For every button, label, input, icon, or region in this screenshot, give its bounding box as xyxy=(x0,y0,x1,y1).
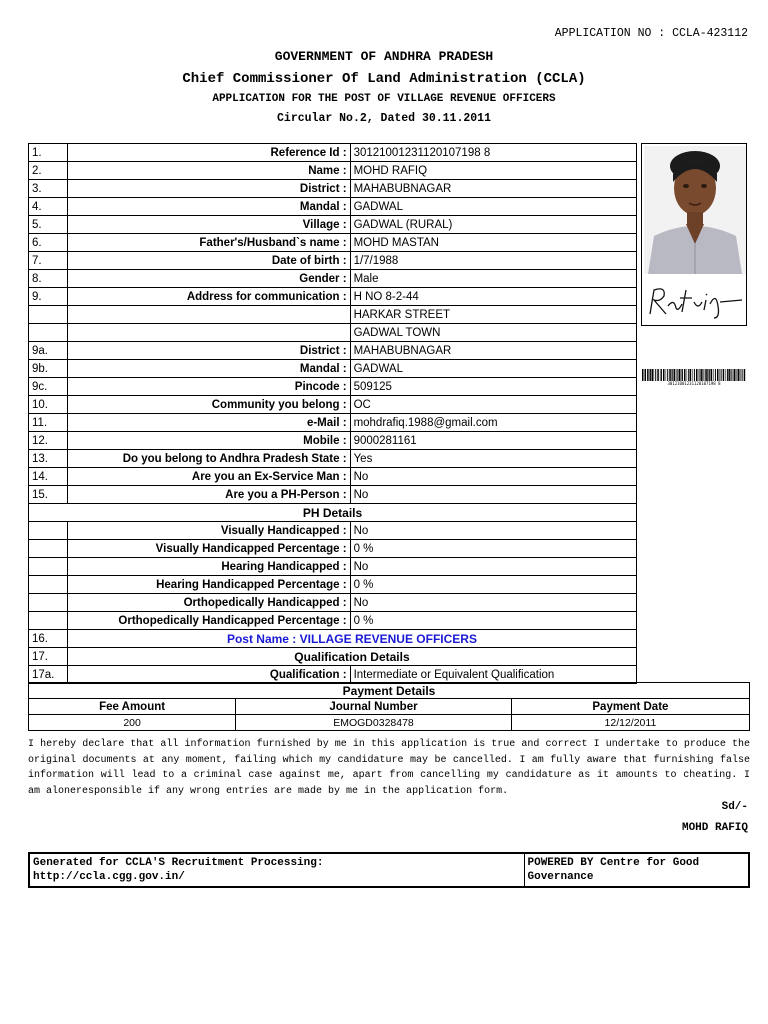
field-label: Village : xyxy=(67,216,350,234)
barcode-bar xyxy=(740,369,741,381)
barcode-bar xyxy=(663,369,665,381)
payment-details-title: Payment Details xyxy=(29,683,750,699)
row-number: 17. xyxy=(29,648,68,666)
barcode-bar xyxy=(721,369,722,381)
footer-generated-for xyxy=(29,853,524,887)
field-label: Date of birth : xyxy=(67,252,350,270)
barcode-bar xyxy=(703,369,704,381)
row-number xyxy=(29,594,68,612)
footer-powered-by xyxy=(524,853,749,887)
field-label: Pincode : xyxy=(67,378,350,396)
field-label: Reference Id : xyxy=(67,144,350,162)
table-row xyxy=(29,450,637,468)
row-number: 9. xyxy=(29,288,68,306)
table-row xyxy=(29,144,637,162)
table-row xyxy=(29,162,637,180)
field-value: 1/7/1988 xyxy=(350,252,636,270)
barcode-bar xyxy=(655,369,656,381)
barcode-bar xyxy=(666,369,667,381)
field-label: e-Mail : xyxy=(67,414,350,432)
ph-details-heading: PH Details xyxy=(29,504,637,522)
field-label: Community you belong : xyxy=(67,396,350,414)
field-value: GADWAL (RURAL) xyxy=(350,216,636,234)
qualification-heading-row xyxy=(29,648,637,666)
fee-amount-value: 200 xyxy=(29,715,236,731)
post-name-row xyxy=(29,630,637,648)
barcode-bar xyxy=(711,369,713,381)
barcode-caption: 30121001231120107198 8 xyxy=(667,381,721,386)
ph-field-value: 0 % xyxy=(350,540,636,558)
footer-powered-label: POWERED BY Centre for Good xyxy=(527,857,700,869)
barcode-bar xyxy=(700,369,701,381)
barcode-bar xyxy=(727,369,728,381)
ph-field-label: Hearing Handicapped Percentage : xyxy=(67,576,350,594)
barcode-bar xyxy=(742,369,743,381)
row-number: 14. xyxy=(29,468,68,486)
field-value: MOHD MASTAN xyxy=(350,234,636,252)
barcode-bar xyxy=(660,369,661,381)
barcode-bar xyxy=(671,369,672,381)
table-row xyxy=(29,558,637,576)
barcode-bar xyxy=(725,369,726,381)
barcode-bar xyxy=(654,369,655,381)
field-value: H NO 8-2-44 xyxy=(350,288,636,306)
row-number: 17a. xyxy=(29,666,68,684)
field-value: 9000281161 xyxy=(350,432,636,450)
table-row xyxy=(29,288,637,306)
department-title: Chief Commissioner Of Land Administration (CCLA) xyxy=(182,71,586,87)
barcode-bar xyxy=(650,369,651,381)
row-number: 10. xyxy=(29,396,68,414)
field-value: 30121001231120107198 8 xyxy=(350,144,636,162)
table-row xyxy=(29,486,637,504)
footer-powered-org: Governance xyxy=(527,871,594,883)
barcode xyxy=(642,369,746,381)
barcode-bar xyxy=(706,369,708,381)
barcode-bar xyxy=(734,369,736,381)
row-number: 2. xyxy=(29,162,68,180)
post-name: Post Name : VILLAGE REVENUE OFFICERS xyxy=(67,630,636,648)
fee-amount-header: Fee Amount xyxy=(29,699,236,715)
row-number xyxy=(29,324,68,342)
field-value: GADWAL xyxy=(350,198,636,216)
row-number xyxy=(29,540,68,558)
barcode-bar xyxy=(738,369,740,381)
barcode-bar xyxy=(649,369,650,381)
table-row xyxy=(29,612,637,630)
row-number: 9a. xyxy=(29,342,68,360)
table-row xyxy=(29,414,637,432)
row-number: 13. xyxy=(29,450,68,468)
barcode-bar xyxy=(690,369,692,381)
ph-field-label: Orthopedically Handicapped Percentage : xyxy=(67,612,350,630)
table-row xyxy=(29,360,637,378)
barcode-bar xyxy=(642,369,644,381)
field-label: Address for communication : xyxy=(67,288,350,306)
row-number xyxy=(29,612,68,630)
field-value: MAHABUBNAGAR xyxy=(350,342,636,360)
ph-field-label: Visually Handicapped : xyxy=(67,522,350,540)
barcode-bar xyxy=(681,369,682,381)
table-row xyxy=(29,396,637,414)
barcode-bar xyxy=(688,369,689,381)
row-number: 9c. xyxy=(29,378,68,396)
table-row xyxy=(29,306,637,324)
ph-field-label: Orthopedically Handicapped : xyxy=(67,594,350,612)
row-number xyxy=(29,558,68,576)
table-row xyxy=(29,270,637,288)
application-subtitle: APPLICATION FOR THE POST OF VILLAGE REVENUE OFFICERS xyxy=(212,93,556,105)
barcode-bar xyxy=(708,369,709,381)
row-number xyxy=(29,576,68,594)
barcode-bar xyxy=(744,369,746,381)
barcode-bar xyxy=(736,369,737,381)
table-row xyxy=(29,324,637,342)
field-label: Gender : xyxy=(67,270,350,288)
field-value: No xyxy=(350,486,636,504)
field-value: GADWAL xyxy=(350,360,636,378)
ph-field-label: Hearing Handicapped : xyxy=(67,558,350,576)
field-value: MAHABUBNAGAR xyxy=(350,180,636,198)
row-number xyxy=(29,522,68,540)
journal-number-header: Journal Number xyxy=(236,699,512,715)
barcode-bar xyxy=(687,369,688,381)
field-label: Do you belong to Andhra Pradesh State : xyxy=(67,450,350,468)
field-label: Father's/Husband`s name : xyxy=(67,234,350,252)
qualification-value: Intermediate or Equivalent Qualification xyxy=(350,666,636,684)
barcode-bar xyxy=(717,369,719,381)
journal-number-value: EMOGD0328478 xyxy=(236,715,512,731)
barcode-bar xyxy=(682,369,683,381)
payment-date-header: Payment Date xyxy=(511,699,749,715)
row-number: 15. xyxy=(29,486,68,504)
footer-generated-label: Generated for CCLA'S Recruitment Processing: xyxy=(33,857,324,869)
barcode-bar xyxy=(684,369,686,381)
table-row xyxy=(29,468,637,486)
row-number: 7. xyxy=(29,252,68,270)
table-row xyxy=(29,198,637,216)
field-label: Name : xyxy=(67,162,350,180)
field-label xyxy=(67,324,350,342)
government-title: GOVERNMENT OF ANDHRA PRADESH xyxy=(274,49,494,64)
row-number: 9b. xyxy=(29,360,68,378)
ph-field-value: 0 % xyxy=(350,612,636,630)
applicant-photo xyxy=(641,143,747,326)
footer xyxy=(28,852,750,888)
ph-field-value: No xyxy=(350,558,636,576)
barcode-bar xyxy=(657,369,659,381)
barcode-bar xyxy=(672,369,673,381)
field-value: mohdrafiq.1988@gmail.com xyxy=(350,414,636,432)
table-row xyxy=(29,216,637,234)
barcode-bar xyxy=(715,369,716,381)
row-number: 3. xyxy=(29,180,68,198)
table-row xyxy=(29,576,637,594)
circular-reference: Circular No.2, Dated 30.11.2011 xyxy=(277,112,491,125)
barcode-bar xyxy=(701,369,703,381)
barcode-bar xyxy=(737,369,738,381)
barcode-bar xyxy=(723,369,725,381)
field-label: Mobile : xyxy=(67,432,350,450)
signature-mark: Sd/- xyxy=(721,801,748,813)
field-label: District : xyxy=(67,180,350,198)
field-label: Are you an Ex-Service Man : xyxy=(67,468,350,486)
field-label: Mandal : xyxy=(67,360,350,378)
ph-field-value: No xyxy=(350,594,636,612)
field-label: District : xyxy=(67,342,350,360)
barcode-bar xyxy=(667,369,668,381)
table-row xyxy=(29,594,637,612)
field-value: OC xyxy=(350,396,636,414)
signatory-name: MOHD RAFIQ xyxy=(681,822,748,834)
table-row xyxy=(29,378,637,396)
barcode-bar xyxy=(709,369,710,381)
barcode-bar xyxy=(696,369,698,381)
row-number: 6. xyxy=(29,234,68,252)
field-value: MOHD RAFIQ xyxy=(350,162,636,180)
table-row xyxy=(29,180,637,198)
field-label: Are you a PH-Person : xyxy=(67,486,350,504)
qualification-heading: Qualification Details xyxy=(67,648,636,666)
barcode-bar xyxy=(674,369,676,381)
barcode-bar xyxy=(661,369,662,381)
barcode-bar xyxy=(692,369,693,381)
barcode-bar xyxy=(647,369,649,381)
field-label: Mandal : xyxy=(67,198,350,216)
barcode-bar xyxy=(719,369,720,381)
barcode-bar xyxy=(699,369,700,381)
qualification-row xyxy=(29,666,637,684)
ph-field-label: Visually Handicapped Percentage : xyxy=(67,540,350,558)
row-number: 11. xyxy=(29,414,68,432)
barcode-bar xyxy=(645,369,646,381)
barcode-bar xyxy=(694,369,695,381)
row-number: 16. xyxy=(29,630,68,648)
row-number xyxy=(29,306,68,324)
table-row xyxy=(29,342,637,360)
declaration-text: I hereby declare that all information furnished by me in this application is true and correct I undertake to produce the original documents at any moment, failing which my candidature may be cancelled. I am fully aware that furnishing false information will lead to a criminal case against me, apart from cancelling my candidature as it amounts to cheating. I am aloneresponsible if any wrong entries are made by me in the application form. xyxy=(28,739,750,797)
barcode-bar xyxy=(677,369,678,381)
row-number: 4. xyxy=(29,198,68,216)
table-row xyxy=(29,234,637,252)
application-number: APPLICATION NO : CCLA-423112 xyxy=(554,27,748,40)
application-details-table xyxy=(28,143,637,684)
row-number: 1. xyxy=(29,144,68,162)
table-row xyxy=(29,432,637,450)
ph-field-value: No xyxy=(350,522,636,540)
payment-date-value: 12/12/2011 xyxy=(511,715,749,731)
barcode-bar xyxy=(705,369,706,381)
barcode-bar xyxy=(679,369,681,381)
table-row xyxy=(29,540,637,558)
field-label xyxy=(67,306,350,324)
field-value: Male xyxy=(350,270,636,288)
barcode-bar xyxy=(676,369,677,381)
row-number: 5. xyxy=(29,216,68,234)
field-value: Yes xyxy=(350,450,636,468)
payment-details-table xyxy=(28,682,750,731)
barcode-bar xyxy=(713,369,714,381)
field-value: No xyxy=(350,468,636,486)
qualification-label: Qualification : xyxy=(67,666,350,684)
ph-field-value: 0 % xyxy=(350,576,636,594)
ph-details-heading-row xyxy=(29,504,637,522)
row-number: 12. xyxy=(29,432,68,450)
footer-url-link[interactable]: http://ccla.cgg.gov.in/ xyxy=(33,871,185,883)
field-value: GADWAL TOWN xyxy=(350,324,636,342)
barcode-bar xyxy=(652,369,654,381)
barcode-bar xyxy=(730,369,731,381)
row-number: 8. xyxy=(29,270,68,288)
table-row xyxy=(29,522,637,540)
field-value: HARKAR STREET xyxy=(350,306,636,324)
barcode-bar xyxy=(669,369,671,381)
field-value: 509125 xyxy=(350,378,636,396)
barcode-bar xyxy=(731,369,732,381)
barcode-bar xyxy=(728,369,730,381)
barcode-bar xyxy=(644,369,645,381)
table-row xyxy=(29,252,637,270)
